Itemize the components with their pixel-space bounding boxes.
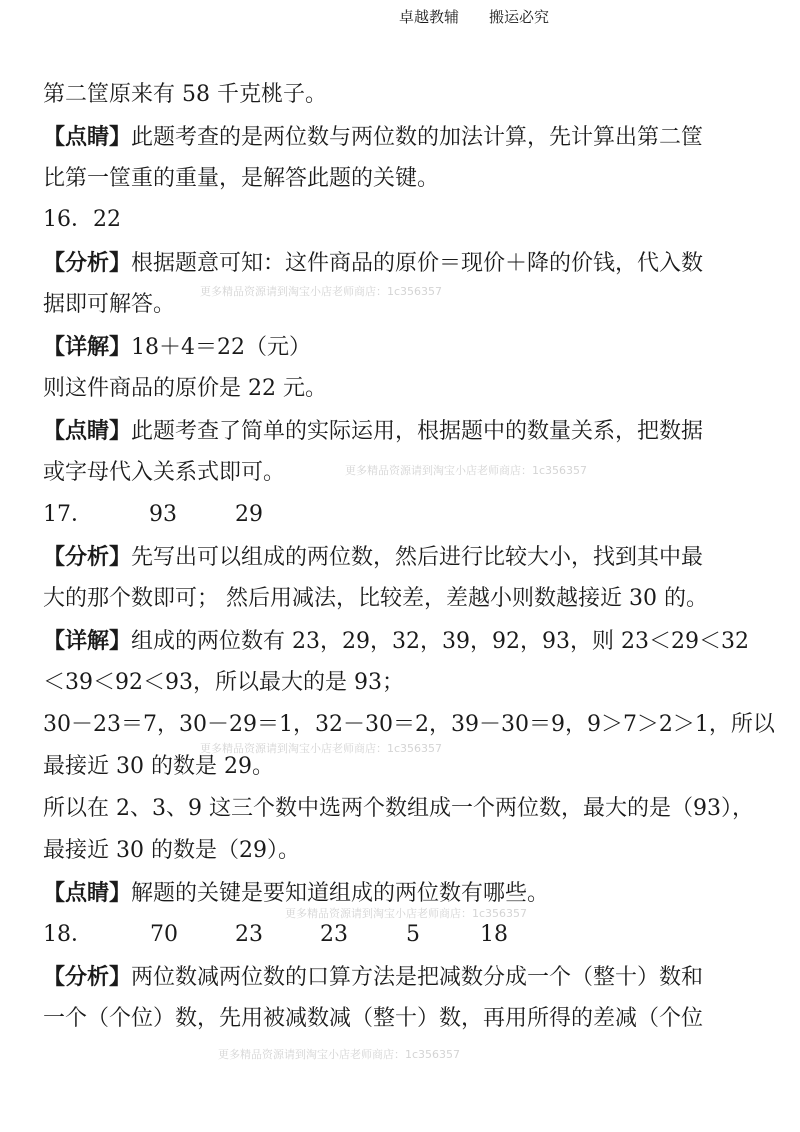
question-17-answers [43,500,763,530]
header-slogan: 搬运必究 [489,8,550,26]
section-tag: 【分析】 [43,544,132,570]
header-brand: 卓越教辅 [399,8,460,26]
text-line: 第二筐原来有 58 千克桃子。 [43,82,327,107]
text-line: 据即可解答。 [43,292,176,317]
section-tag: 【详解】 [43,334,132,360]
text-line [43,332,763,362]
text-line [43,878,763,908]
watermark: 更多精品资源请到淘宝小店老师商店：1c356357 [218,1048,461,1061]
watermark: 更多精品资源请到淘宝小店老师商店：1c356357 [200,742,443,755]
question-number: 16．22 [43,207,121,232]
section-text: 18＋4＝22（元） [131,335,312,360]
text-line: 比第一筐重的重量，是解答此题的关键。 [43,166,440,191]
text-line: 30－23＝7，30－29＝1，32－30＝2，39－30＝9，9＞7＞2＞1，所以 [43,712,775,737]
answer-value: 23 [320,922,348,947]
watermark: 更多精品资源请到淘宝小店老师商店：1c356357 [345,464,588,477]
text-line: 或字母代入关系式即可。 [43,460,286,485]
text-line [43,248,763,278]
section-text: 此题考查的是两位数与两位数的加法计算，先计算出第二筐 [131,125,704,150]
page-header [0,6,800,28]
question-number: 17． [43,502,93,527]
answer-value: 70 [150,922,178,947]
text-line: 则这件商品的原价是 22 元。 [43,376,327,401]
section-tag: 【点睛】 [43,418,132,444]
text-line: 所以在 2、3、9 这三个数中选两个数组成一个两位数，最大的是（93）， [43,796,754,821]
section-tag: 【分析】 [43,964,132,990]
text-line [43,122,763,152]
text-line [43,542,763,572]
answer-value: 93 [149,502,177,527]
text-line [43,416,763,446]
section-text: 解题的关键是要知道组成的两位数有哪些。 [131,881,550,906]
section-tag: 【分析】 [43,250,132,276]
section-tag: 【点睛】 [43,124,132,150]
watermark: 更多精品资源请到淘宝小店老师商店：1c356357 [285,907,528,920]
section-tag: 【点睛】 [43,880,132,906]
question-number: 18． [43,922,93,947]
watermark: 更多精品资源请到淘宝小店老师商店：1c356357 [200,285,443,298]
section-text: 根据题意可知：这件商品的原价＝现价＋降的价钱，代入数 [131,251,704,276]
text-line: ＜39＜92＜93，所以最大的是 93； [43,670,404,695]
text-line [43,962,763,992]
question-18-answers [43,920,763,950]
text-line: 大的那个数即可； 然后用减法，比较差，差越小则数越接近 30 的。 [43,586,708,611]
section-text: 组成的两位数有 23，29，32，39，92，93，则 23＜29＜32 [131,629,749,654]
section-text: 两位数减两位数的口算方法是把减数分成一个（整十）数和 [131,965,704,990]
answer-value: 5 [406,922,420,947]
text-line: 最接近 30 的数是（29）。 [43,838,300,863]
section-text: 此题考查了简单的实际运用，根据题中的数量关系，把数据 [131,419,704,444]
answer-value: 23 [235,922,263,947]
text-line: 最接近 30 的数是 29。 [43,754,274,779]
section-tag: 【详解】 [43,628,132,654]
text-line [43,626,763,656]
answer-value: 29 [235,502,263,527]
text-line: 一个（个位）数，先用被减数减（整十）数，再用所得的差减（个位 [43,1006,704,1031]
answer-value: 18 [480,922,508,947]
section-text: 先写出可以组成的两位数，然后进行比较大小，找到其中最 [131,545,704,570]
